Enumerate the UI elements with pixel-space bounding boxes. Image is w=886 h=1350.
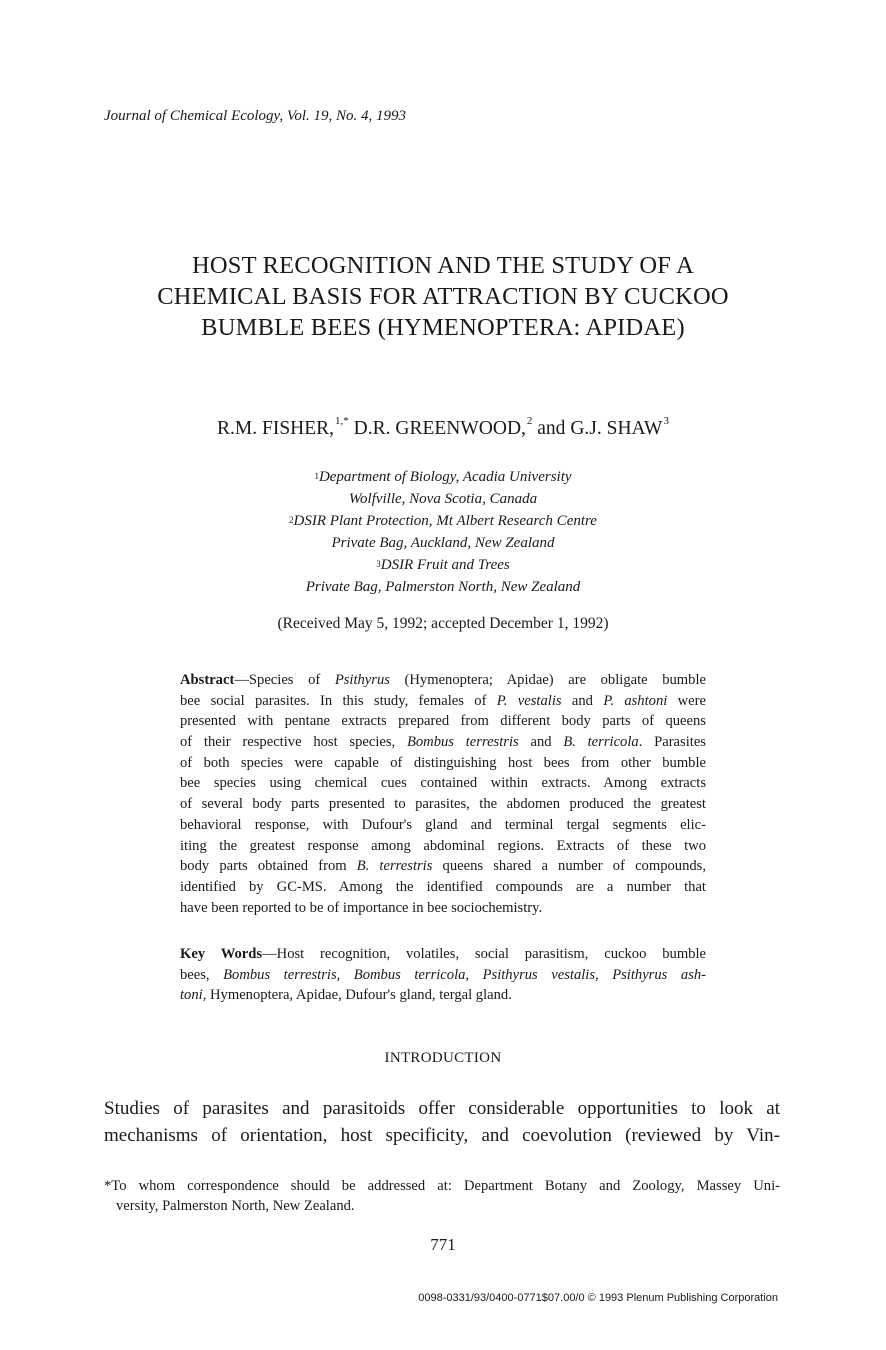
keywords-line (180, 965, 706, 986)
title-line: CHEMICAL BASIS FOR ATTRACTION BY CUCKOO (157, 283, 729, 310)
abstract-line: have been reported to be of importance in bee sociochemistry. (180, 899, 543, 916)
abstract-line: identified by GC-MS. Among the identified compounds are a number that (180, 878, 706, 895)
abstract-text: queens shared a number of compounds, (432, 858, 707, 875)
abstract-text: P. ashtoni (603, 692, 668, 709)
received-dates: (Received May 5, 1992; accepted December 1, 1992) (277, 615, 609, 632)
author-affiliation-mark: 3 (663, 415, 669, 427)
keywords-label: Key Words (180, 946, 263, 962)
body-paragraph (104, 1095, 780, 1149)
abstract-line (180, 691, 706, 712)
abstract-text: B. terricola (563, 734, 639, 751)
keywords-line (180, 985, 706, 1006)
author-name: G.J. SHAW (570, 418, 663, 439)
abstract-text: bee social parasites. In this study, females of (180, 692, 497, 709)
affiliations (0, 466, 886, 598)
title-line: BUMBLE BEES (HYMENOPTERA: APIDAE) (201, 314, 685, 341)
body-line: Studies of parasites and parasitoids offer considerable opportunities to look at (104, 1098, 780, 1119)
affiliation-mark: 3 (376, 559, 381, 569)
keywords-text: —Host recognition, volatiles, social parasitism, cuckoo bumble (262, 946, 706, 962)
abstract-text: body parts obtained from (180, 858, 357, 875)
affiliation-line: Private Bag, Palmerston North, New Zealand (305, 579, 581, 595)
journal-citation: Journal of Chemical Ecology, Vol. 19, No. 4, 1993 (104, 108, 407, 124)
author-affiliation-mark: 2 (526, 415, 533, 427)
abstract-text: —Species of (234, 672, 335, 688)
abstract-text: Psithyrus (334, 672, 390, 688)
affiliation-line (0, 554, 886, 576)
author-conjunction: and (537, 418, 566, 439)
affiliation-line: Private Bag, Auckland, New Zealand (331, 535, 555, 551)
page-number: 771 (430, 1235, 456, 1254)
affiliation-mark: 1 (314, 471, 319, 481)
author-affiliation-mark: 1,* (335, 415, 349, 427)
abstract-text: . Parasites (638, 734, 706, 751)
abstract-line (180, 732, 706, 753)
abstract-text: and (561, 692, 604, 709)
abstract-text: (Hymenoptera; Apidae) are obligate bumble (389, 672, 706, 688)
abstract-text: were (667, 692, 706, 709)
affiliation-text: Department of Biology, Acadia University (318, 469, 572, 485)
section-heading: INTRODUCTION (384, 1050, 502, 1066)
keywords-text: toni, (180, 987, 207, 1004)
affiliation-text: DSIR Plant Protection, Mt Albert Research Centre (293, 513, 597, 529)
affiliation-line (0, 466, 886, 488)
abstract-line (180, 670, 706, 691)
abstract-line: of both species were capable of distinguishing host bees from other bumble (180, 754, 706, 771)
title-line: HOST RECOGNITION AND THE STUDY OF A (191, 252, 694, 279)
abstract (180, 670, 706, 918)
affiliation-line: Wolfville, Nova Scotia, Canada (348, 491, 538, 507)
footnote-line: versity, Palmerston North, New Zealand. (116, 1198, 355, 1214)
abstract-text: B. terrestris (356, 858, 433, 875)
abstract-label: Abstract (180, 672, 235, 688)
abstract-text: Bombus terrestris (406, 734, 519, 751)
abstract-line: of several body parts presented to parasites, the abdomen produced the greatest (180, 796, 706, 813)
keywords-text: Hymenoptera, Apidae, Dufour's gland, tergal gland. (206, 987, 512, 1004)
copyright-line: 0098-0331/93/0400-0771$07.00/0 © 1993 Plenum Publishing Corporation (418, 1292, 778, 1304)
footnote (104, 1176, 780, 1216)
abstract-text: and (518, 734, 564, 751)
abstract-line: iting the greatest response among abdominal regions. Extracts of these two (180, 837, 706, 854)
abstract-text: of their respective host species, (180, 734, 407, 751)
author-name: R.M. FISHER, (217, 418, 335, 439)
author-name: D.R. GREENWOOD, (353, 418, 526, 439)
affiliation-mark: 2 (289, 515, 294, 525)
keywords-text: Bombus terrestris, Bombus terricola, Psithyrus vestalis, Psithyrus ash- (223, 966, 706, 983)
abstract-line: behavioral response, with Dufour's gland and terminal tergal segments elic- (180, 816, 706, 833)
body-line: mechanisms of orientation, host specificity, and coevolution (reviewed by Vin- (104, 1125, 780, 1146)
keywords-text: bees, (180, 966, 224, 983)
keywords-line (180, 944, 706, 965)
author-list (0, 415, 886, 440)
affiliation-text: DSIR Fruit and Trees (380, 557, 510, 573)
abstract-line: bee species using chemical cues contained within extracts. Among extracts (180, 775, 706, 792)
footnote-line: *To whom correspondence should be addressed at: Department Botany and Zoology, Massey Uni- (104, 1178, 780, 1194)
abstract-line: presented with pentane extracts prepared from different body parts of queens (180, 713, 706, 730)
affiliation-line (0, 510, 886, 532)
article-title (0, 250, 886, 343)
key-words (180, 944, 706, 1006)
abstract-line (180, 856, 706, 877)
abstract-text: P. vestalis (496, 692, 562, 709)
